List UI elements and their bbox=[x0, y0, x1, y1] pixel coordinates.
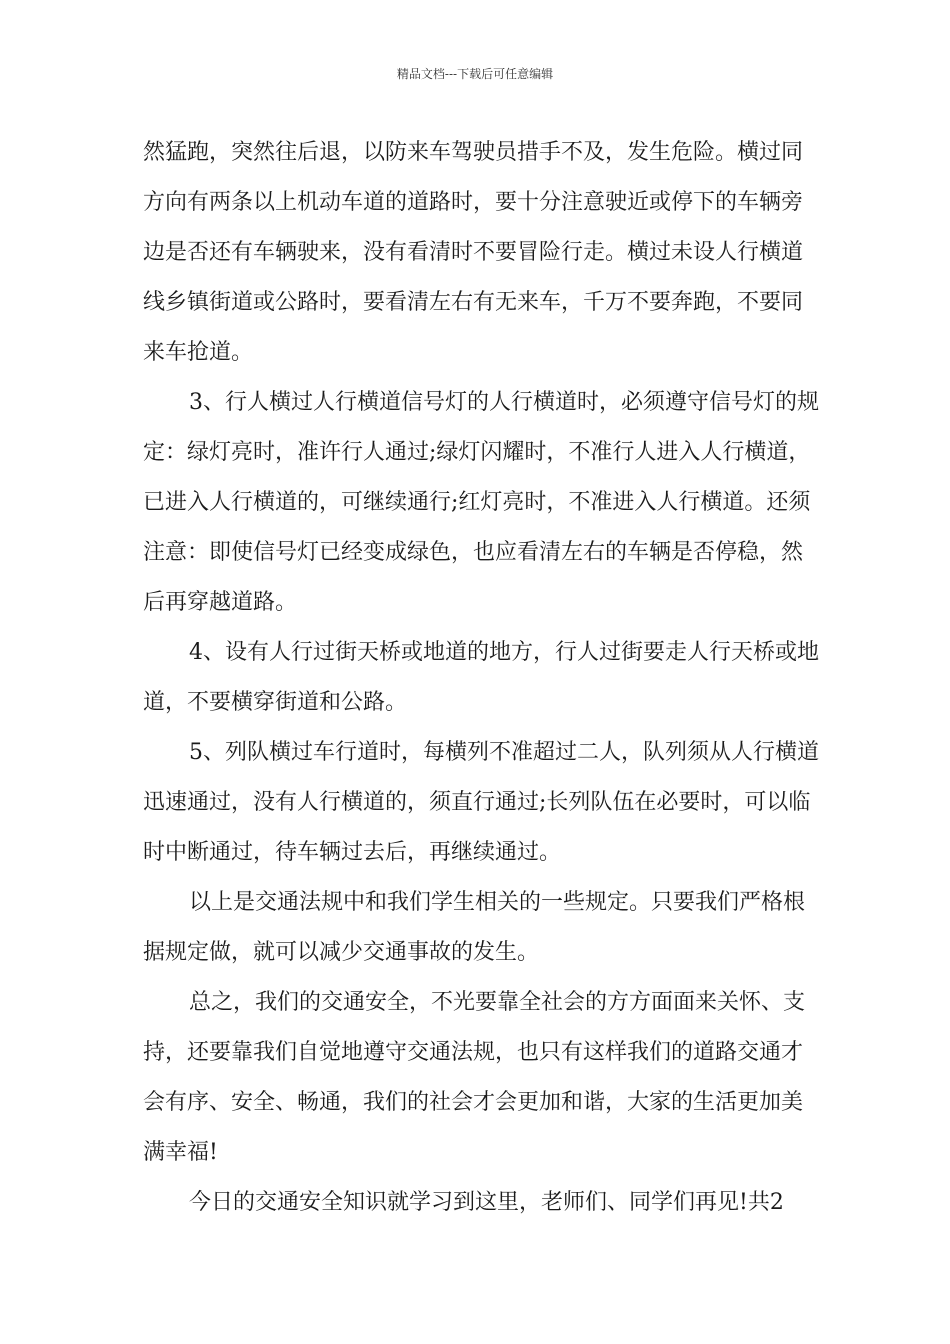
paragraph-closing: 今日的交通安全知识就学习到这里，老师们、同学们再见!共2 bbox=[189, 1190, 784, 1215]
page-header: 精品文档---下载后可任意编辑 bbox=[396, 67, 554, 81]
paragraph-rule-4: 4、设有人行过街天桥或地道的地方，行人过街要走人行天桥或地道，不要横穿街道和公路。 bbox=[143, 640, 819, 715]
document-body bbox=[143, 128, 823, 1228]
paragraph-summary: 以上是交通法规中和我们学生相关的一些规定。只要我们严格根据规定做，就可以减少交通事故的发生。 bbox=[143, 890, 806, 965]
paragraph-rule-5: 5、列队横过车行道时，每横列不准超过二人，队列须从人行横道迅速通过，没有人行横道的，须直行通过;长列队伍在必要时，可以临时中断通过，待车辆过去后，再继续通过。 bbox=[143, 740, 819, 865]
paragraph-rule-3: 3、行人横过人行横道信号灯的人行横道时，必须遵守信号灯的规定：绿灯亮时，准许行人通过;绿灯闪耀时，不准行人进入人行横道，已进入人行横道的，可继续通行;红灯亮时，不准进入人行横道。还须注意：即使信号灯已经变成绿色，也应看清左右的车辆是否停稳，然后再穿越道路。 bbox=[143, 390, 819, 615]
paragraph-conclusion: 总之，我们的交通安全，不光要靠全社会的方方面面来关怀、支持，还要靠我们自觉地遵守交通法规，也只有这样我们的道路交通才会有序、安全、畅通，我们的社会才会更加和谐，大家的生活更加美满幸福! bbox=[143, 990, 806, 1165]
paragraph-continuation: 然猛跑，突然往后退，以防来车驾驶员措手不及，发生危险。横过同方向有两条以上机动车道的道路时，要十分注意驶近或停下的车辆旁边是否还有车辆驶来，没有看清时不要冒险行走。横过未设人行横道线乡镇街道或公路时，要看清左右有无来车，千万不要奔跑，不要同来车抢道。 bbox=[143, 140, 804, 365]
